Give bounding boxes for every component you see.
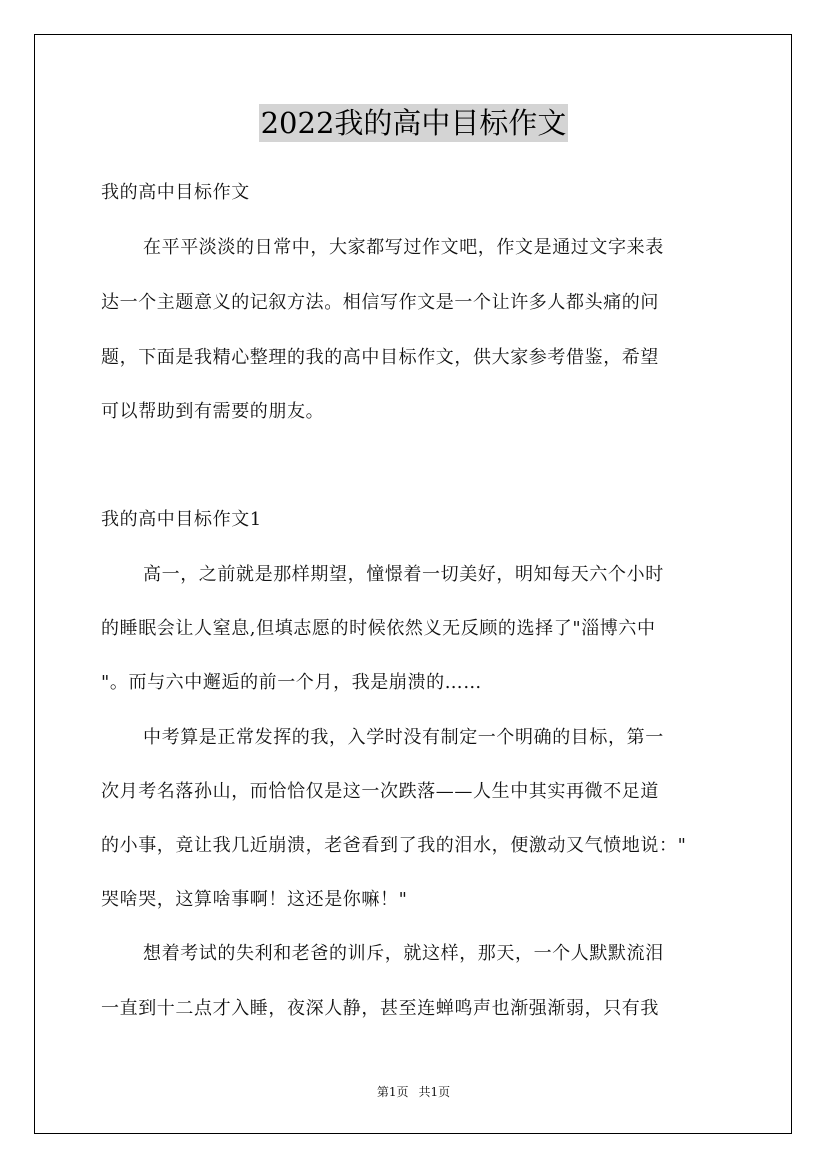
page-footer	[0, 1084, 827, 1100]
intro-line: 题，下面是我精心整理的我的高中目标作文，供大家参考借鉴，希望	[101, 347, 659, 368]
intro-line: 在平平淡淡的日常中，大家都写过作文吧，作文是通过文字来表	[143, 237, 664, 258]
paragraph-line: "。而与六中邂逅的前一个月，我是崩溃的……	[101, 672, 482, 693]
document-subtitle: 我的高中目标作文	[101, 182, 250, 203]
page-total: 共1页	[418, 1085, 451, 1099]
paragraph-line: 的睡眠会让人窒息,但填志愿的时候依然义无反顾的选择了"淄博六中	[101, 618, 656, 639]
paragraph-line: 中考算是正常发挥的我，入学时没有制定一个明确的目标，第一	[143, 727, 664, 748]
paragraph-line: 次月考名落孙山，而恰恰仅是这一次跌落——人生中其实再微不足道	[101, 781, 659, 802]
paragraph-line: 想着考试的失利和老爸的训斥，就这样，那天，一个人默默流泪	[143, 943, 664, 964]
paragraph-line: 高一，之前就是那样期望，憧憬着一切美好，明知每天六个小时	[143, 564, 664, 585]
paragraph-line: 哭啥哭，这算啥事啊！这还是你嘛！"	[101, 889, 408, 910]
paragraph-line: 一直到十二点才入睡，夜深人静，甚至连蝉鸣声也渐强渐弱，只有我	[101, 998, 659, 1019]
title-container	[0, 104, 827, 142]
page-number: 第1页	[376, 1085, 409, 1099]
section-heading: 我的高中目标作文1	[101, 509, 262, 530]
intro-line: 达一个主题意义的记叙方法。相信写作文是一个让许多人都头痛的问	[101, 292, 659, 313]
paragraph-line: 的小事，竟让我几近崩溃，老爸看到了我的泪水，便激动又气愤地说："	[101, 835, 687, 856]
intro-line: 可以帮助到有需要的朋友。	[101, 401, 325, 422]
document-title: 2022我的高中目标作文	[260, 106, 567, 140]
